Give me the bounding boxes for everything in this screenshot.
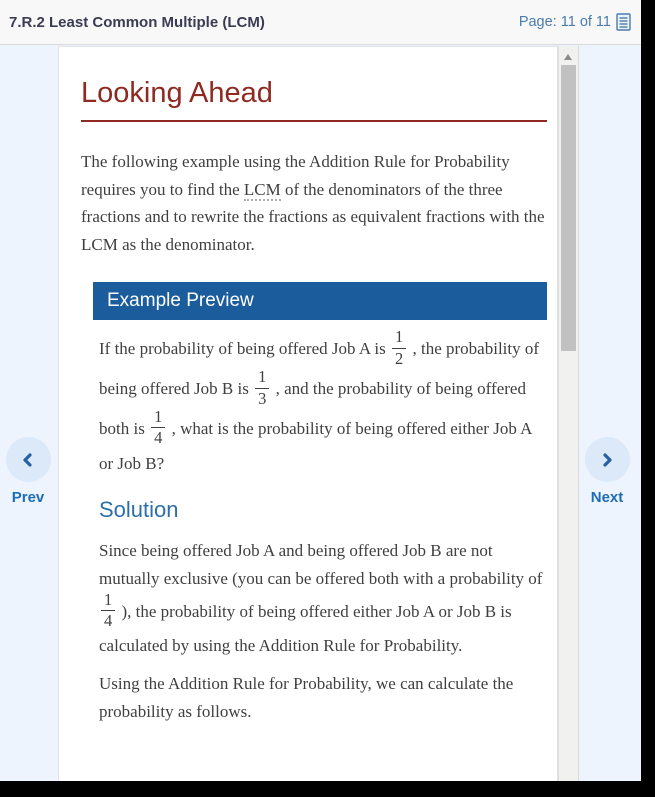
solution-heading: Solution [99, 497, 179, 523]
intro-paragraph [81, 148, 547, 258]
solution-text-2: ), the probability of being offered either Job A or Job B is calculated by using the Addition Rule for Probability. [99, 601, 512, 656]
fraction-numerator: 1 [151, 408, 165, 428]
page-indicator-label: Page: 11 of 11 [518, 14, 611, 30]
scrollbar[interactable] [558, 46, 579, 781]
intro-text-2: of the denominators of the three fractions and to rewrite the fractions as equivalent fractions with the LCM as the denominator. [81, 179, 545, 254]
page-indicator [519, 13, 631, 31]
question-text-1: If the probability of being offered Job A is [99, 339, 390, 358]
prev-page-control [3, 437, 53, 506]
fraction-denominator: 4 [104, 611, 113, 630]
example-preview-banner: Example Preview [93, 282, 547, 320]
lesson-main-area [0, 45, 641, 781]
title-rule [81, 120, 547, 122]
example-body [93, 320, 547, 725]
fraction-denominator: 4 [154, 428, 163, 448]
lcm-glossary-term[interactable]: LCM [243, 179, 281, 199]
prev-page-button[interactable] [6, 437, 51, 482]
chevron-left-icon [19, 451, 37, 469]
topbar [0, 0, 641, 45]
fraction-numerator: 1 [255, 368, 269, 388]
lesson-title: 7.R.2 Least Common Multiple (LCM) [9, 13, 265, 31]
example-question [99, 327, 547, 477]
fraction-numerator: 1 [392, 328, 406, 348]
question-text-2: , the probability of being offered Job B is [99, 339, 540, 398]
page-title: Looking Ahead [81, 77, 273, 109]
fraction-one-half [392, 328, 406, 368]
prev-page-label[interactable]: Prev [11, 489, 45, 506]
next-page-button[interactable] [585, 437, 630, 482]
fraction-denominator: 3 [258, 388, 267, 408]
intro-text-1: The following example using the Addition Rule for Probability requires you to find the [81, 152, 510, 199]
page-list-icon[interactable] [616, 13, 631, 31]
scroll-up-arrow[interactable] [564, 54, 572, 60]
fraction-one-third [255, 368, 269, 408]
question-text-4: , what is the probability of being offered either Job A or Job B? [99, 418, 532, 473]
solution-text-1: Since being offered Job A and being offered Job B are not mutually exclusive (you can be offered both with a probability of [99, 541, 543, 588]
scrollbar-thumb[interactable] [561, 65, 576, 351]
question-text-3: , and the probability of being offered both is [99, 378, 526, 438]
fraction-numerator: 1 [101, 591, 115, 611]
chevron-right-icon [598, 451, 616, 469]
fraction-one-fourth [151, 408, 165, 448]
closing-paragraph: Using the Addition Rule for Probability, we can calculate the probability as follows. [99, 674, 514, 721]
fraction-denominator: 2 [395, 348, 404, 368]
solution-paragraph [99, 537, 547, 660]
example-preview-section [93, 282, 547, 725]
fraction-one-fourth [101, 591, 115, 631]
next-page-label[interactable]: Next [590, 489, 624, 506]
next-page-control [582, 437, 632, 506]
lesson-content-panel [58, 46, 558, 781]
